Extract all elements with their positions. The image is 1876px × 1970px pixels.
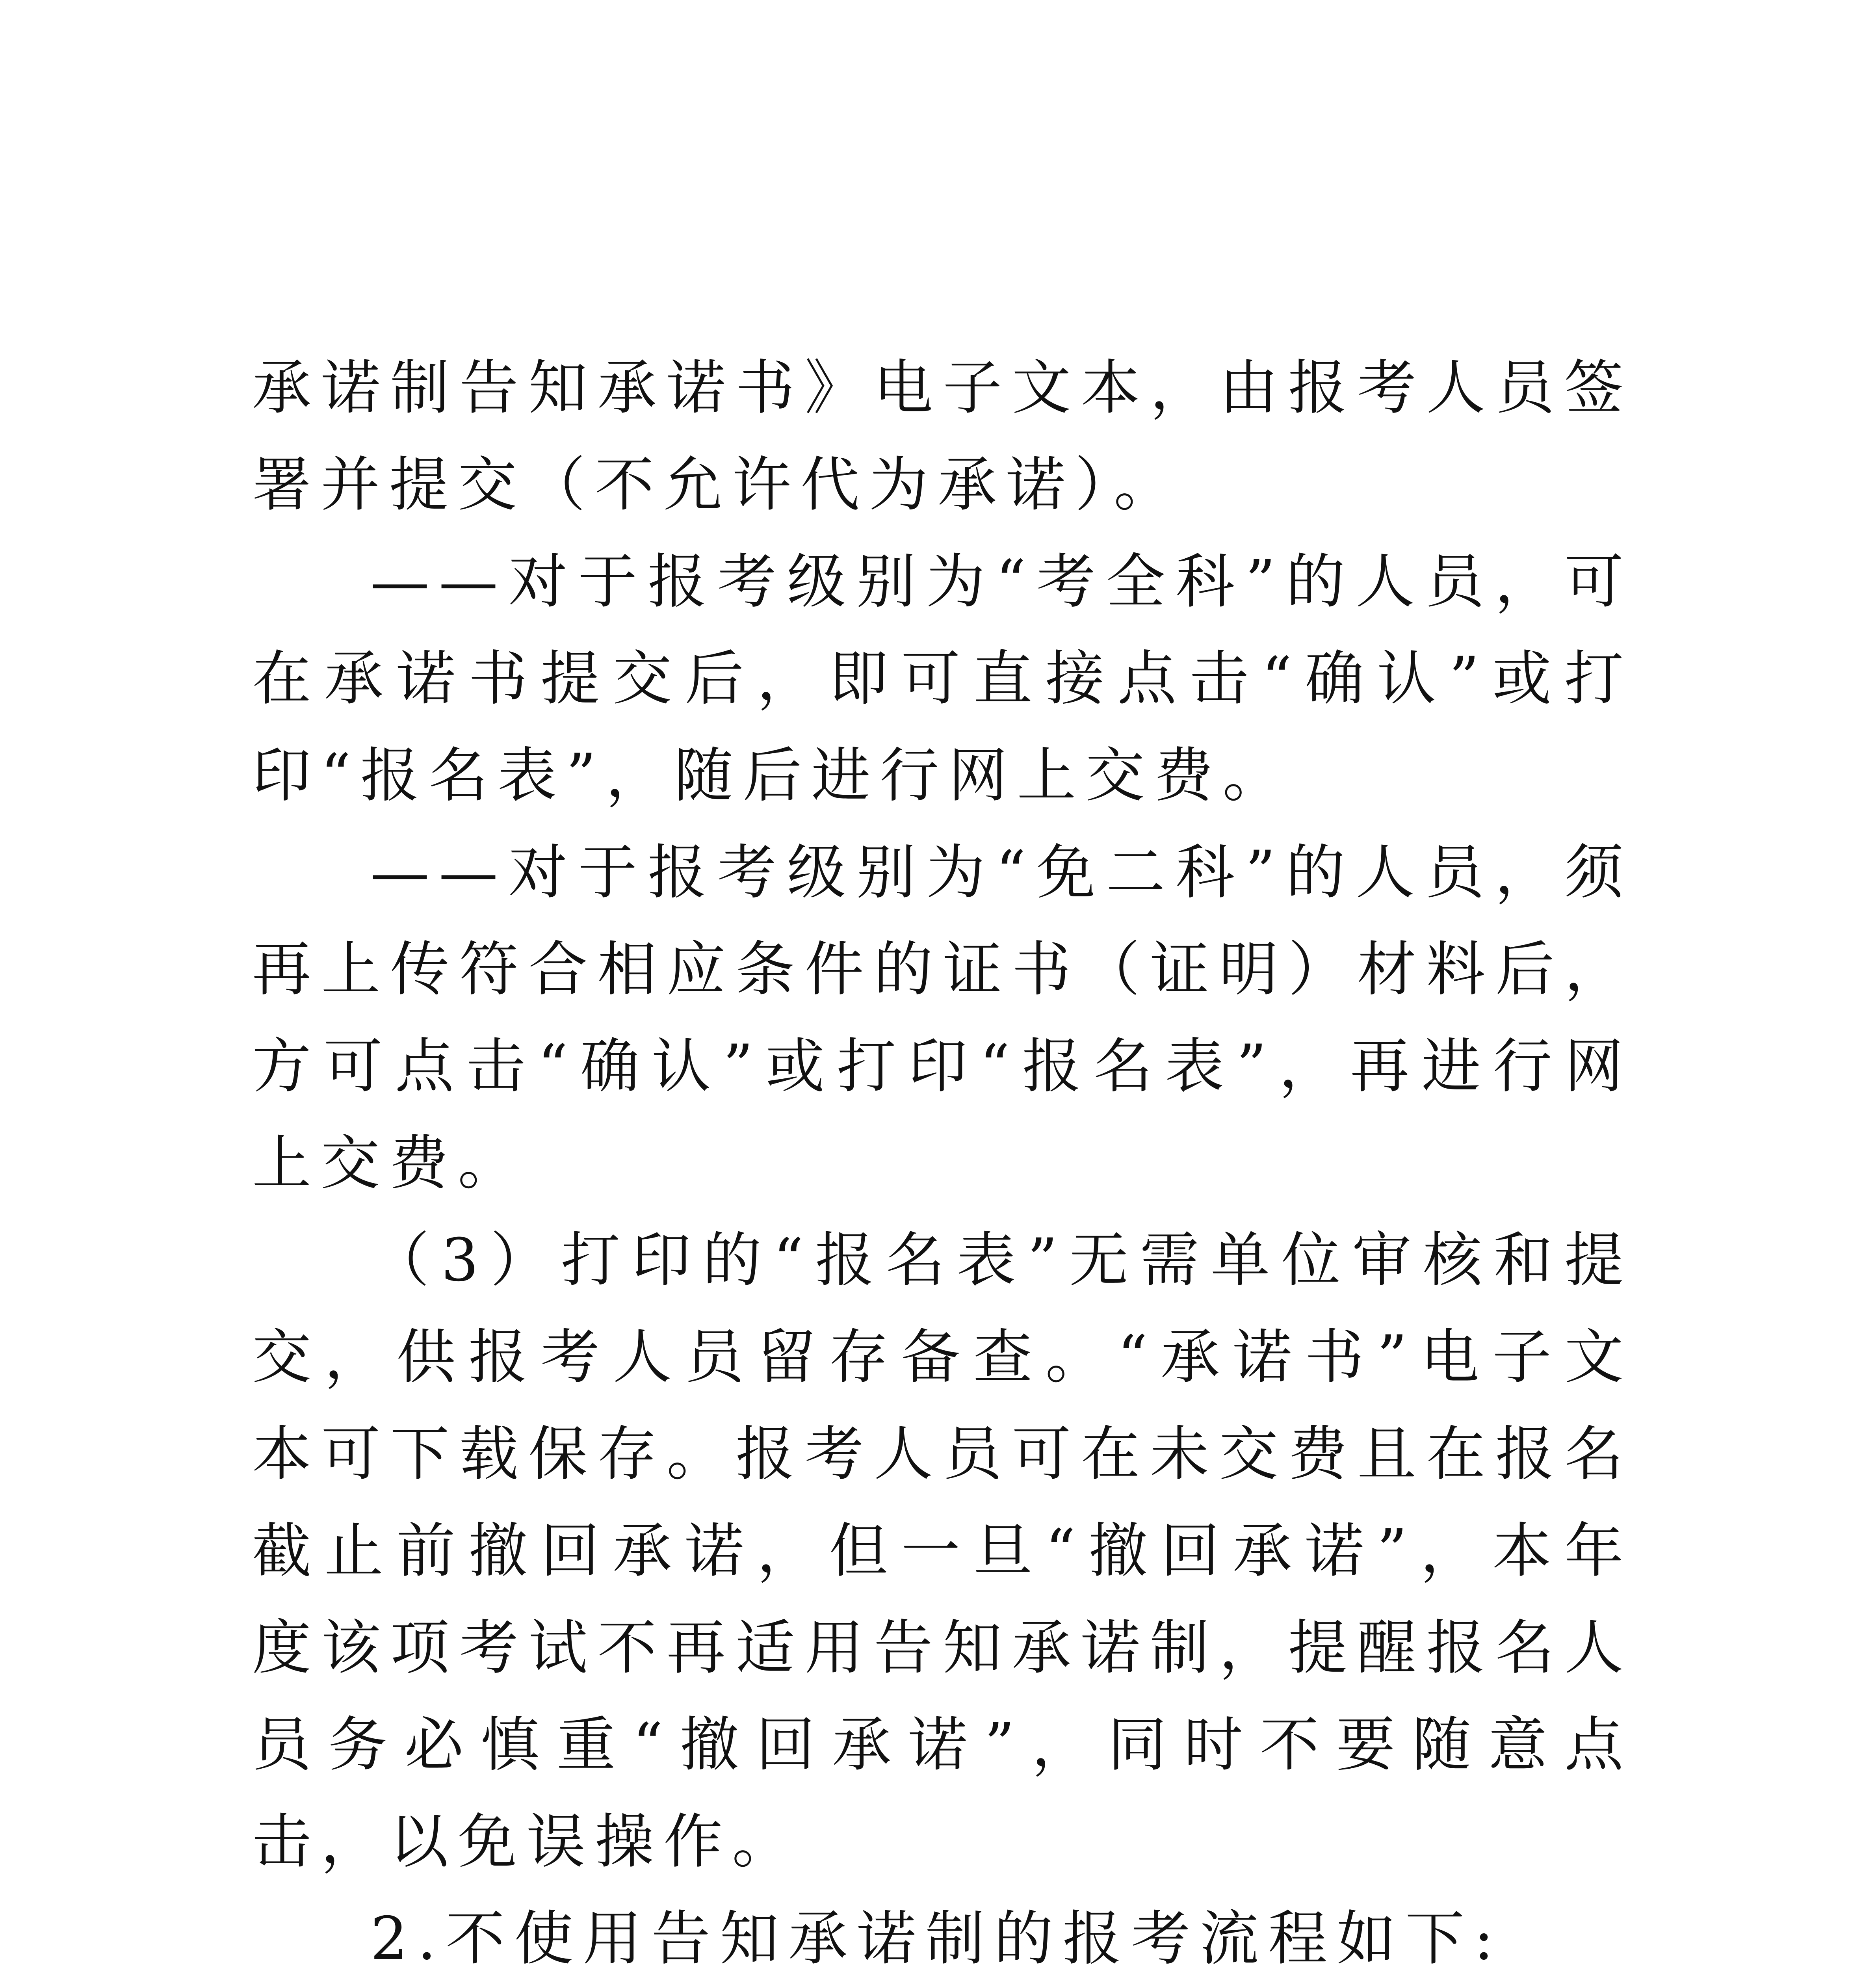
paragraph-item-3-print-form: （3）打印的“报名表”无需单位审核和提交，供报考人员留存备查。“承诺书”电子文本可下载保存。报考人员可在未交费且在报名截止前撤回承诺，但一旦“撤回承诺”，本年度该项考试不再适用告知承诺制，提醒报名人员务必慎重“撤回承诺”，同时不要随意点击，以免误操作。	[252, 1226, 1633, 1876]
paragraph-continuation: 承诺制告知承诺书》电子文本，由报考人员签署并提交（不允许代为承诺）。	[252, 354, 1633, 519]
paragraph-full-subjects: ——对于报考级别为“考全科”的人员，可在承诺书提交后，即可直接点击“确认”或打印“报名表”，随后进行网上交费。	[252, 548, 1633, 810]
paragraph-exempt-two-subjects: ——对于报考级别为“免二科”的人员，须再上传符合相应条件的证书（证明）材料后，方可点击“确认”或打印“报名表”，再进行网上交费。	[252, 838, 1633, 1198]
body-text	[252, 340, 1633, 1970]
section-heading-no-commitment: 2.不使用告知承诺制的报考流程如下:	[370, 1905, 1503, 1970]
